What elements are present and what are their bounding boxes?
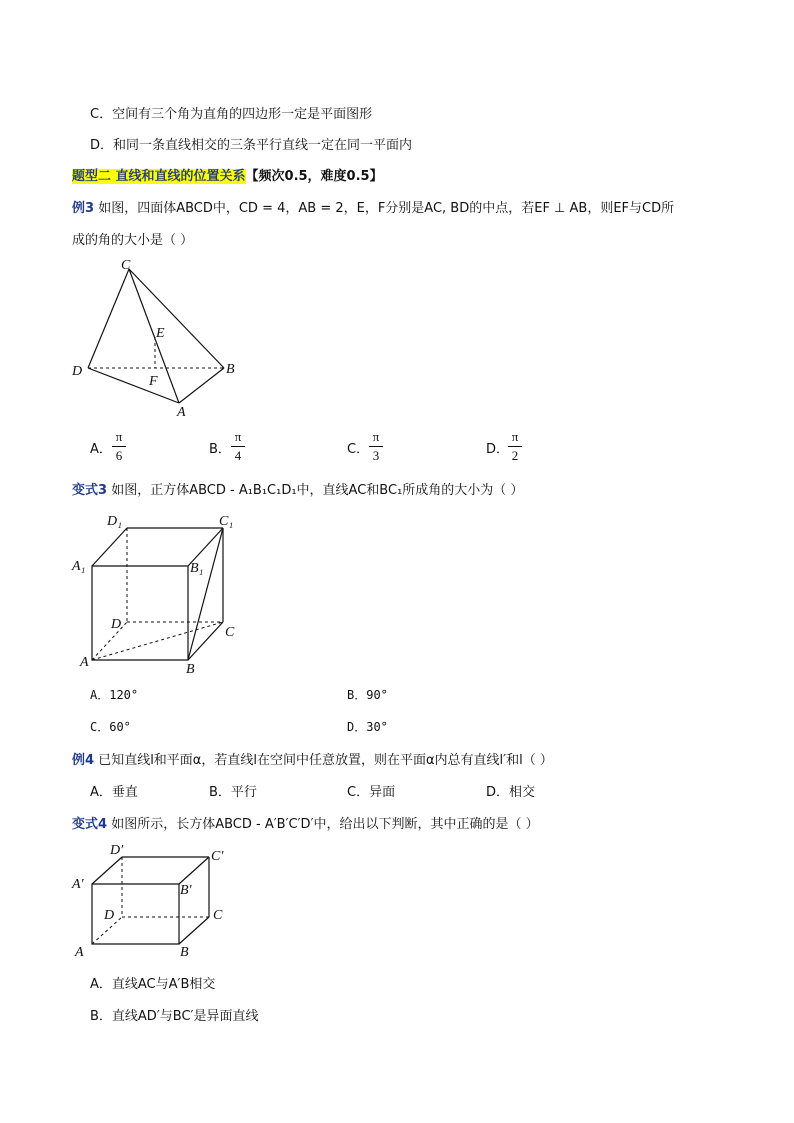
vertex-label-d: D [72,364,83,379]
cuboid-figure [66,838,246,963]
vertex-label-a: A [177,405,186,420]
example-3-prefix: 例3 [72,201,95,216]
example-3-option-b-key: B． [209,442,231,457]
example-3-option-b-fraction: π 4 [231,429,245,464]
variant-3-option-d: D．30° [347,720,388,734]
example-3-line1 [72,197,674,216]
example-4-option-d: D．相交 [486,785,536,800]
example-4-line [72,749,553,768]
variant-4-prefix: 变式4 [72,817,108,832]
example-3-option-a-key: A． [90,442,112,457]
section-title: 题型二 直线和直线的位置关系 [72,169,246,184]
cuboid-label-a: A [75,945,84,960]
tetrahedron-figure [66,255,246,425]
cube-label-a1: A₁ [72,559,86,574]
cuboid-label-d-prime: D′ [110,843,124,858]
variant-3-text: 如图，正方体ABCD - A₁B₁C₁D₁中，直线AC和BC₁所成角的大小为（ ） [111,483,524,498]
variant-3-option-c: C．60° [90,720,131,734]
example-4-option-a: A．垂直 [90,785,138,800]
cube-label-d: D [111,617,122,632]
variant-3-line [72,479,523,498]
example-3-option-a-fraction: π 6 [112,429,126,464]
example-3-option-d-key: D． [486,442,510,457]
cube-label-b1: B₁ [190,561,204,576]
variant-4-line [72,813,539,832]
vertex-label-b: B [226,362,235,377]
variant-3-option-b: B．90° [347,688,388,702]
example-3-option-c-key: C． [347,442,370,457]
cube-label-d1: D₁ [107,514,122,529]
variant-4-option-b: B．直线AD′与BC′是异面直线 [90,1009,259,1024]
cube-figure [66,508,256,678]
variant-3-option-a: A．120° [90,688,139,702]
example-3-option-c-fraction: π 3 [369,429,383,464]
cuboid-label-c-prime: C′ [211,849,224,864]
example-4-prefix: 例4 [72,753,95,768]
cuboid-label-c: C [213,908,223,923]
example-3-text: 如图，四面体ABCD中，CD = 4，AB = 2，E，F分别是AC, BD的中点，若EF ⊥ AB，则EF与CD所 [98,201,675,216]
option-c: C．空间有三个角为直角的四边形一定是平面图形 [90,107,373,122]
variant-4-text: 如图所示，长方体ABCD - A′B′C′D′中，给出以下判断，其中正确的是（ ） [111,817,539,832]
example-4-option-c: C．异面 [347,785,396,800]
section-heading [72,165,383,184]
vertex-label-c: C [121,258,131,273]
cuboid-label-d: D [104,908,115,923]
cuboid-label-a-prime: A′ [72,877,84,892]
example-3-option-d-fraction: π 2 [508,429,522,464]
cube-label-c: C [225,625,235,640]
cube-label-a: A [80,655,89,670]
variant-4-option-a: A．直线AC与A′B相交 [90,977,216,992]
point-label-f: F [149,374,158,389]
option-d: D．和同一条直线相交的三条平行直线一定在同一平面内 [90,138,413,153]
cube-label-b: B [186,662,195,677]
example-4-text: 已知直线l和平面α，若直线l在空间中任意放置，则在平面α内总有直线l′和l（ ） [98,753,553,768]
example-4-option-b: B．平行 [209,785,257,800]
cuboid-label-b: B [180,945,189,960]
cube-label-c1: C₁ [219,514,234,529]
variant-3-prefix: 变式3 [72,483,108,498]
example-3-line2: 成的角的大小是（ ） [72,233,194,248]
section-meta: 【频次0.5，难度0.5】 [245,169,383,184]
cuboid-label-b-prime: B′ [180,883,192,898]
point-label-e: E [156,326,165,341]
